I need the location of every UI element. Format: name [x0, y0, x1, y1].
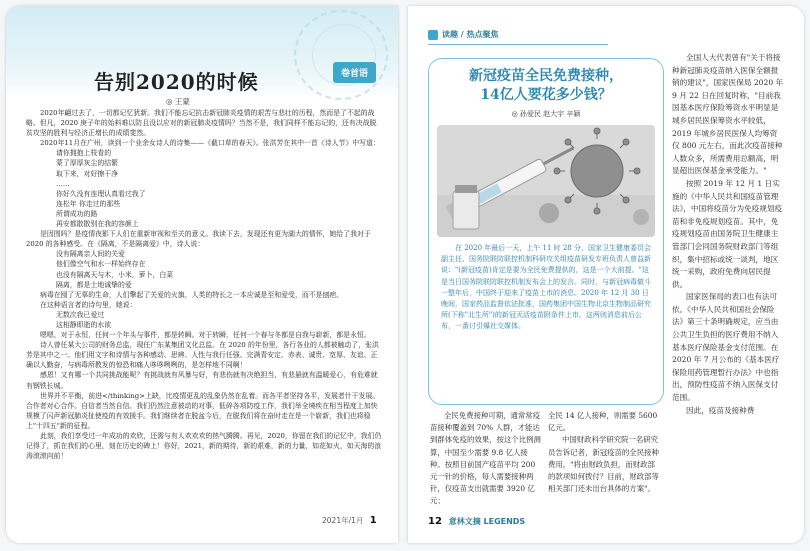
- paragraph: 国家医保局的表口也有法可依。《中华人民共和国社会保险法》第三十条明确规定，应当由公共卫生负担的医疗费用不纳入基本医疗保险基金支付范围。在 2020 年 7 月公布的《基本医疗保险用药管理暂行办法》中也指出，预防性疫苗不纳入医保支付范围。: [672, 292, 780, 403]
- magazine-brand: 意林文摘 LEGENDS: [448, 517, 526, 526]
- paragraph: 感恩！又有哪一个共同挑战能呢？有挑战就有风暴与好，有悲伤就有决绝担当，有悲悬就有温暖爱心，有危难就有钢铁长城。: [26, 371, 378, 390]
- poem-line: ……: [56, 179, 70, 188]
- paragraph: 中国财政科学研究院一名研究员告诉记者，新冠疫苗的全民接种费用，"将由财政负担，而财政部的款项如何拨付？目前，财政部等相关部门还未出台具体的方案"。: [548, 435, 659, 494]
- paragraph: 2020年11月在广州，读到一个业余女诗人的诗集——《截口草的春天》。张洪芳在其中一首《诗人节》中写道：: [40, 139, 380, 148]
- feature-title-line: 14亿人要花多少钱？: [480, 87, 612, 103]
- paragraph: 在这种语言者的诗句里，她说：: [40, 300, 137, 309]
- paragraph: 按照 2019 年 12 月 1 日实施的《中华人民共和国疫苗管理法》，中国将疫苗分为免疫规划疫苗和非免疫规划疫苗。其中，免疫规划疫苗由国务院卫生健康主管部门会同国务院财政部门等组织，集中招标或统一谈判，地区统一采购，政府免费向居民提供。: [672, 178, 783, 289]
- body-column-1: [430, 410, 542, 508]
- right-page: [408, 6, 804, 543]
- poem-line: 请你拥抱上枝看的: [56, 149, 112, 158]
- feature-lede: [441, 243, 653, 333]
- left-footer: [322, 515, 377, 526]
- paragraph: 全国人大代表曾有"关于将接种新冠肺炎疫苗纳入医保全额报销的建议"，国家医保局 2020 年 9 月 22 日在回复时称，"目前我国基本医疗保险筹资水平明显是城乡居民医保筹资水平较低，2019 年城乡居民医保人均筹资仅 800 元左右，而此次疫苗接种人数众多，所需费用总额高，明显超出医保基金承受能力。": [672, 53, 784, 176]
- feature-title: [429, 67, 663, 105]
- photo-illustration: [437, 125, 655, 237]
- article-author: ◎ 王蒙: [166, 97, 190, 106]
- footer-date: 2021年/1月: [322, 516, 364, 525]
- poem-line: 他们像空气和水一样始终存在: [56, 260, 146, 269]
- article-body: [26, 108, 382, 461]
- poem-line: 连松年 你走过的那些: [56, 199, 121, 208]
- poem-line: 这相静即逝的水欲: [56, 320, 112, 329]
- paragraph: 诗人曾任某大公司的财务总监，现任广东某集团文化总监。在 2020 的年份里，各行各业的人都被触动了，张洪芳是其中之一。他们用文字和诗情与各种感动、思辨、人性与我行任强、完满青安定、赤表、诚贵、宽厚、友谊、正确以人勤奋，与病毒所教发的惊恐和痛人哆哆咧咧的，是怎样地不同啊！: [26, 341, 379, 370]
- poem-line: 所谓成功的路: [56, 209, 98, 218]
- page-number: 12: [428, 516, 442, 527]
- paragraph: 因此，疫苗及接种费: [686, 405, 755, 415]
- paragraph: 2020年翩过去了，一切都记忆犹新。我们不能忘记抗击新冠肺炎疫情的艰苦与悲壮的历程，然而是了不起的战略。但凡，2020 庚子年的始料难以防且没以应对的新冠肺炎疫情吗？当然不是，我们同样不能忘记的，还有决战脱贫攻坚的胜利与经济正增长的成绩斐然。: [26, 109, 377, 138]
- poem-line: 也没有隔离天与木，小米，萝卜，白菜: [56, 270, 174, 279]
- poem-line: 隔离，都是土地诚挚的爱: [56, 280, 132, 289]
- paragraph: 嗯嗯，对于永恒，任何一个年头与事件，都是转瞬。对于转瞬，任何一个春与冬都是自我与崭新，都是永恒。: [40, 331, 371, 340]
- poem-line: 再安都散散别在我的容颜上: [56, 220, 139, 229]
- column-tag: 卷首语: [333, 62, 376, 83]
- body-column-2: [548, 410, 660, 495]
- feature-title-line: 新冠疫苗全民免费接种，: [469, 68, 623, 84]
- body-column-3: [672, 52, 784, 417]
- paragraph: 全民免费接种可期，通常常疫苗接种覆盖到 70% 人群，才能达到群体免疫的效果，按这个比例测算，中国至少需要 9.8 亿人接种。按照目前国产疫苗平均 200 元一针的价格，每人需要接种两针，仅疫苗支出就需要 3920 亿元；: [430, 411, 541, 506]
- paragraph: 是因围吗？是疫情夜影下人们在重新审视和至关的意义。我读下去，发现还有更为湖大的情怀，她给了我对于 2020 的各种感受。在《隔离，不是隔离爱》中，诗人说：: [26, 230, 371, 249]
- paragraph: 世界并不平衡，前进</thinking>上缺，比疫情更乱的乱象仍然在乱着。而各平者坚持各平，发展者什干发展。合作者对心合作。自信者当然自信。我们仍然注意被动的对事，低碎各项防疫工作，我们举全境疾在相当程度上加快规模了闪声新冠肺炎扯使疫的有效援手。我们继续者在脱盆今后，在脱我们将在奋时走在是一个崭新，我们也将稳上"十四五"新的征程。: [26, 391, 380, 430]
- poem-line: 没有隔离亲人间的关爱: [56, 250, 125, 259]
- section-icon: [428, 30, 438, 40]
- poem-line: 无数次我已爱过: [56, 310, 105, 319]
- vaccine-virus-photo: [437, 125, 655, 237]
- poem-line: 你好久没有连理认真看过我了: [56, 189, 146, 198]
- lede-paragraph: 在 2020 年最后一天，上午 11 时 28 分，国家卫生健康委员会副主任、国务院联防联控机制科研攻关组疫苗研发专班负责人曾益新说："(新冠疫苗)肯定是要为全民免费提供的，这是一个大前提。"这是当日国务院联防联控机制发布会上的发言。同时，与新冠病毒做斗一整年后，中国终于迎来了疫苗上市的消息。2020 年 12 月 30 日晚间，国家药品监督依法批准，国药集团中国生物北京生物制品研究所(下称"北生所")的新冠灭活疫苗附条件上市。这两则消息前后公布，一番讨引爆社交媒体。: [441, 244, 651, 331]
- feature-author: ◎ 孙爱民 赵大宇 辛颖: [511, 110, 581, 118]
- article-title: 告别2020的时候: [94, 70, 259, 94]
- paragraph: 此刻，我们享受过一年成功的欢欣，还需与有人欢欢欢的热气腾腾。再见，2020，你留在我们的记忆中，我们仍记得了，抓在我们的心里，刻在历史的碑上！你好，2021，新的期待，新的艰难，新的力量，如花如火，如天海的浪涛滚滚向前！: [26, 432, 382, 461]
- poem-line: 取下来，对好擦干净: [56, 169, 119, 178]
- paragraph: 病毒在囤了无辜的生命，人们擎起了关爱的火旗，人类的特长之一本应诚是至和爱受，而不是刨疤。: [40, 290, 344, 299]
- section-header: [428, 28, 608, 45]
- paragraph: 全民 14 亿人接种，则需要 5600 亿元。: [548, 411, 658, 433]
- right-footer: [428, 516, 525, 527]
- left-page: [6, 6, 398, 543]
- page-number: 1: [369, 515, 377, 526]
- poem-line: 蒙了厚厚灰尘的结繁: [56, 159, 119, 168]
- feature-box: [428, 58, 664, 405]
- section-tag: 读趣 / 热点聚焦: [442, 30, 499, 39]
